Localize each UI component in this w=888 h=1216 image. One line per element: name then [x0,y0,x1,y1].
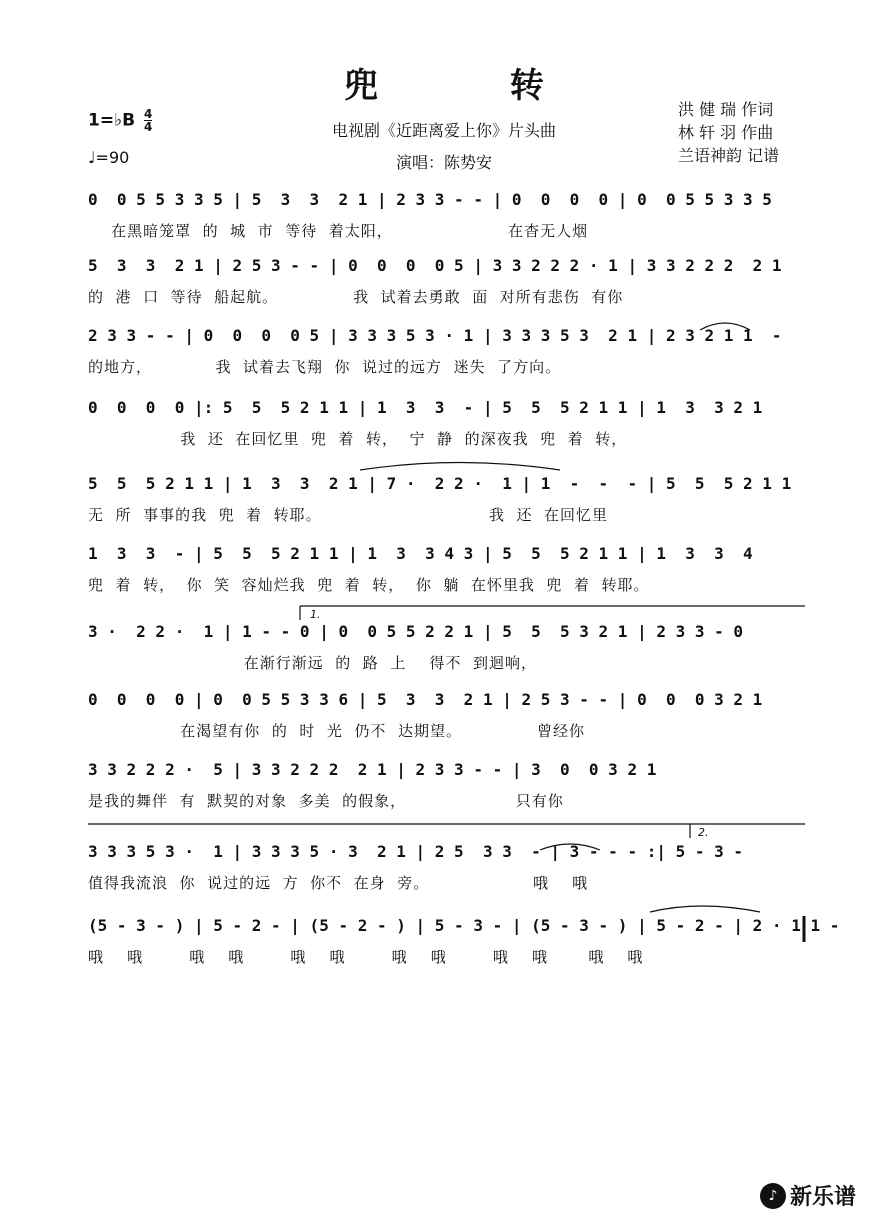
lyrics-row: 兜 着 转， 你 笑 容灿烂我 兜 着 转， 你 躺 在怀里我 兜 着 转耶。 [88,576,650,594]
tempo-mark: ♩=90 [88,148,130,167]
lyrics-row: 在渴望有你 的 时 光 仍不 达期望。 曾经你 [88,722,585,740]
lyrics-row: 值得我流浪 你 说过的远 方 你不 在身 旁。 哦 哦 [88,874,589,892]
notation-row: 3 3 2 2 2 · 5 | 3 3 2 2 2 2 1 | 2 3 3 - - | 3 0 0 3 2 1 [88,760,657,779]
volta-1-label: 1. [310,608,321,621]
volta-2-label: 2. [698,826,709,839]
lyrics-row: 哦 哦 哦 哦 哦 哦 哦 哦 哦 哦 哦 哦 [88,948,644,966]
site-logo [760,1180,856,1211]
notation-row: 0 0 0 0 | 0 0 5 5 3 3 6 | 5 3 3 2 1 | 2 5 3 - - | 0 0 0 3 2 1 [88,690,763,709]
subtitle: 电视剧《近距离爱上你》片头曲 [331,121,556,140]
notation-row: 2 3 3 - - | 0 0 0 0 5 | 3 3 3 5 3 · 1 | 3 3 3 5 3 2 1 | 2 3 2 1 1 - [88,326,782,345]
slur [700,323,750,330]
key-text: 1=♭B [88,110,136,131]
notation-row: 1 3 3 - | 5 5 5 2 1 1 | 1 3 3 4 3 | 5 5 5 2 1 1 | 1 3 3 4 [88,544,753,563]
lyrics-row: 的 港 口 等待 船起航。 我 试着去勇敢 面 对所有悲伤 有你 [88,288,624,306]
notation-row: 5 5 5 2 1 1 | 1 3 3 2 1 | 7 · 2 2 · 1 | 1 - - - | 5 5 5 2 1 1 [88,474,792,493]
time-sig-num: 4 [143,107,153,121]
page-title: 兜 转 [344,66,604,106]
lyricist-credit: 洪 健 瑞 作词 [678,100,774,119]
time-sig-den: 4 [143,120,153,134]
slur [540,844,600,850]
logo-text: 新乐谱 [790,1185,857,1210]
lyrics-row: 在黑暗笼罩 的 城 市 等待 着太阳， 在杳无人烟 [88,222,589,240]
singer: 演唱：陈势安 [395,153,492,172]
lyrics-row: 我 还 在回忆里 兜 着 转， 宁 静 的深夜我 兜 着 转， [88,430,628,448]
notation-row: 3 · 2 2 · 1 | 1 - - 0 | 0 0 5 5 2 2 1 | 5 5 5 3 2 1 | 2 3 3 - 0 [88,622,744,641]
notation-row: 3 3 3 5 3 · 1 | 3 3 3 5 · 3 2 1 | 2 5 3 3 - | 3 - - - :| 5 - 3 - [88,842,744,861]
lyrics-row: 无 所 事事的我 兜 着 转耶。 我 还 在回忆里 [88,506,609,524]
transcriber-credit: 兰语神韵 记谱 [678,146,780,165]
music-disc-icon: ♪ [760,1183,786,1209]
lyrics-row: 的地方， 我 试着去飞翔 你 说过的远方 迷失 了方向。 [88,358,562,376]
composer-credit: 林 轩 羽 作曲 [678,123,774,142]
slur [650,906,760,912]
slur [360,463,560,471]
notation-row: 0 0 5 5 3 3 5 | 5 3 3 2 1 | 2 3 3 - - | 0 0 0 0 | 0 0 5 5 3 3 5 [88,190,772,209]
notation-row: (5 - 3 - ) | 5 - 2 - | (5 - 2 - ) | 5 - 3 - | (5 - 3 - ) | 5 - 2 - | 2 · 1 1 - [88,916,840,935]
lyrics-row: 在渐行渐远 的 路 上 得不 到迴响， [88,654,537,672]
lyrics-row: 是我的舞伴 有 默契的对象 多美 的假象， 只有你 [88,792,564,810]
notation-row: 0 0 0 0 |: 5 5 5 2 1 1 | 1 3 3 - | 5 5 5 2 1 1 | 1 3 3 2 1 [88,398,763,417]
notation-row: 5 3 3 2 1 | 2 5 3 - - | 0 0 0 0 5 | 3 3 2 2 2 · 1 | 3 3 2 2 2 2 1 [88,256,782,275]
